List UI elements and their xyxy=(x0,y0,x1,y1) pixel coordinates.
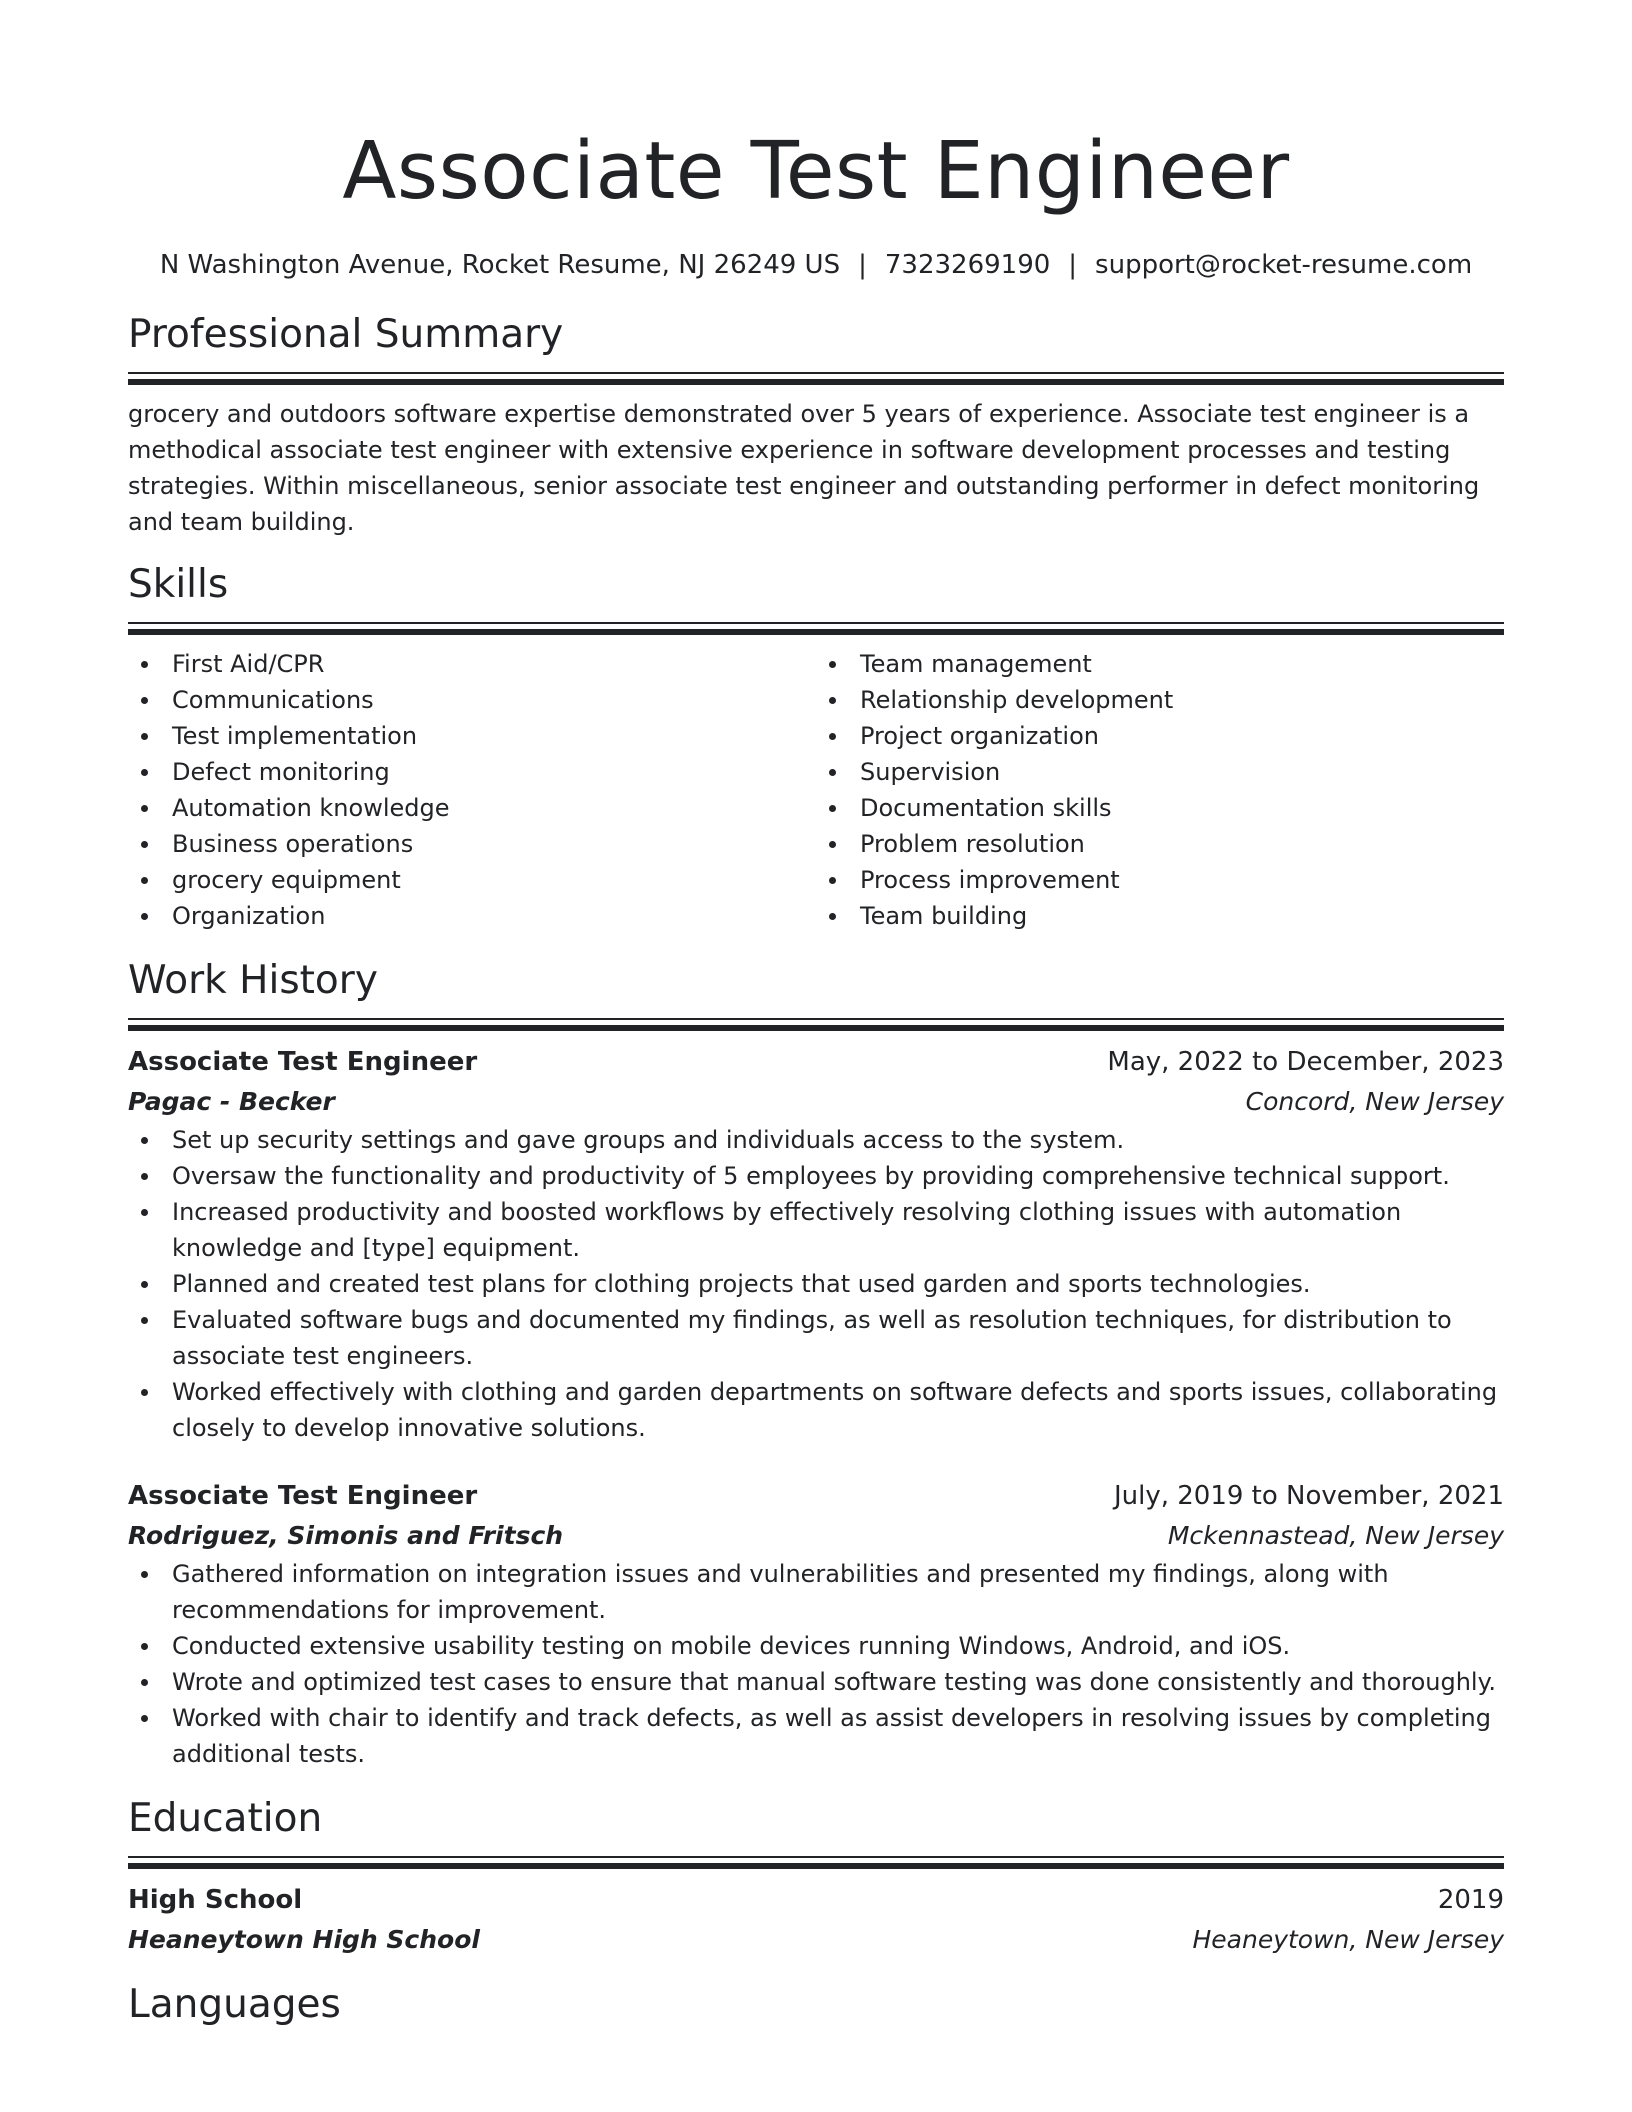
skill-item: Automation knowledge xyxy=(128,790,816,826)
skills-column-left xyxy=(128,646,816,934)
job-location: Concord, New Jersey xyxy=(1245,1087,1504,1116)
job-title: Associate Test Engineer xyxy=(128,1047,478,1077)
skill-item: Problem resolution xyxy=(816,826,1504,862)
section-divider xyxy=(128,1018,1504,1030)
skill-item: Documentation skills xyxy=(816,790,1504,826)
summary-heading: Professional Summary xyxy=(128,312,564,357)
contact-email[interactable]: support@rocket-resume.com xyxy=(1095,250,1473,280)
job-bullet: Increased productivity and boosted workflows by effectively resolving clothing issues with automation knowledge and [type] equipment. xyxy=(128,1194,1504,1266)
skill-item: Business operations xyxy=(128,826,816,862)
skill-item: Defect monitoring xyxy=(128,754,816,790)
job-bullet: Conducted extensive usability testing on mobile devices running Windows, Android, and iOS. xyxy=(128,1628,1504,1664)
job-company: Rodriguez, Simonis and Fritsch xyxy=(128,1521,564,1550)
job-bullet: Set up security settings and gave groups and individuals access to the system. xyxy=(128,1122,1504,1158)
summary-section xyxy=(128,310,1504,540)
job-location: Mckennastead, New Jersey xyxy=(1167,1521,1504,1550)
job-dates: May, 2022 to December, 2023 xyxy=(1107,1047,1504,1077)
job-bullets xyxy=(128,1556,1504,1772)
skills-section xyxy=(128,560,1504,934)
job-bullets xyxy=(128,1122,1504,1446)
skill-item: First Aid/CPR xyxy=(128,646,816,682)
skill-item: grocery equipment xyxy=(128,862,816,898)
job-company-row xyxy=(128,1082,1504,1122)
languages-section xyxy=(128,1980,1504,2030)
skill-item: Supervision xyxy=(816,754,1504,790)
job-bullet: Evaluated software bugs and documented my findings, as well as resolution techniques, for distribution to associate test engineers. xyxy=(128,1302,1504,1374)
education-header-row xyxy=(128,1880,1504,1920)
job-bullet: Oversaw the functionality and productivity of 5 employees by providing comprehensive technical support. xyxy=(128,1158,1504,1194)
job-entry xyxy=(128,1042,1504,1446)
job-company: Pagac - Becker xyxy=(128,1087,335,1116)
job-bullet: Planned and created test plans for clothing projects that used garden and sports technologies. xyxy=(128,1266,1504,1302)
job-bullet: Gathered information on integration issues and vulnerabilities and presented my findings, along with recommendations for improvement. xyxy=(128,1556,1504,1628)
job-entry xyxy=(128,1476,1504,1772)
job-header-row xyxy=(128,1042,1504,1082)
contact-address: N Washington Avenue, Rocket Resume, NJ 26249 US xyxy=(159,250,841,280)
contact-phone: 7323269190 xyxy=(884,250,1051,280)
skills-grid xyxy=(128,646,1504,934)
skill-item: Communications xyxy=(128,682,816,718)
languages-heading: Languages xyxy=(128,1982,341,2027)
skill-item: Project organization xyxy=(816,718,1504,754)
education-school: Heaneytown High School xyxy=(128,1925,480,1954)
skills-column-right xyxy=(816,646,1504,934)
skill-item: Team building xyxy=(816,898,1504,934)
education-section xyxy=(128,1794,1504,1960)
job-dates: July, 2019 to November, 2021 xyxy=(1113,1481,1504,1511)
section-divider xyxy=(128,622,1504,634)
skills-heading: Skills xyxy=(128,562,229,607)
job-bullet: Worked with chair to identify and track defects, as well as assist developers in resolving issues by completing additional tests. xyxy=(128,1700,1504,1772)
work-history-heading: Work History xyxy=(128,958,378,1003)
section-divider xyxy=(128,1856,1504,1868)
contact-separator: | xyxy=(858,250,867,280)
contact-line xyxy=(128,248,1504,282)
education-school-row xyxy=(128,1920,1504,1960)
contact-separator: | xyxy=(1068,250,1078,280)
skill-item: Process improvement xyxy=(816,862,1504,898)
job-header-row xyxy=(128,1476,1504,1516)
skill-item: Team management xyxy=(816,646,1504,682)
education-location: Heaneytown, New Jersey xyxy=(1192,1925,1504,1954)
job-bullet: Worked effectively with clothing and garden departments on software defects and sports issues, collaborating closely to develop innovative solutions. xyxy=(128,1374,1504,1446)
job-title: Associate Test Engineer xyxy=(128,1481,478,1511)
skill-item: Test implementation xyxy=(128,718,816,754)
job-company-row xyxy=(128,1516,1504,1556)
section-divider xyxy=(128,372,1504,384)
resume-title: Associate Test Engineer xyxy=(342,125,1290,217)
job-bullet: Wrote and optimized test cases to ensure that manual software testing was done consistently and thoroughly. xyxy=(128,1664,1504,1700)
education-degree: High School xyxy=(128,1885,303,1915)
skill-item: Organization xyxy=(128,898,816,934)
skill-item: Relationship development xyxy=(816,682,1504,718)
education-entry xyxy=(128,1880,1504,1960)
education-heading: Education xyxy=(128,1796,323,1841)
summary-text: grocery and outdoors software expertise demonstrated over 5 years of experience. Associate test engineer is a methodical associate test engineer with extensive experience in software development processes and testing strategies. Within miscellaneous, senior associate test engineer and outstanding performer in defect monitoring and team building. xyxy=(128,400,1480,536)
work-history-section xyxy=(128,956,1504,1772)
education-year: 2019 xyxy=(1437,1885,1504,1915)
